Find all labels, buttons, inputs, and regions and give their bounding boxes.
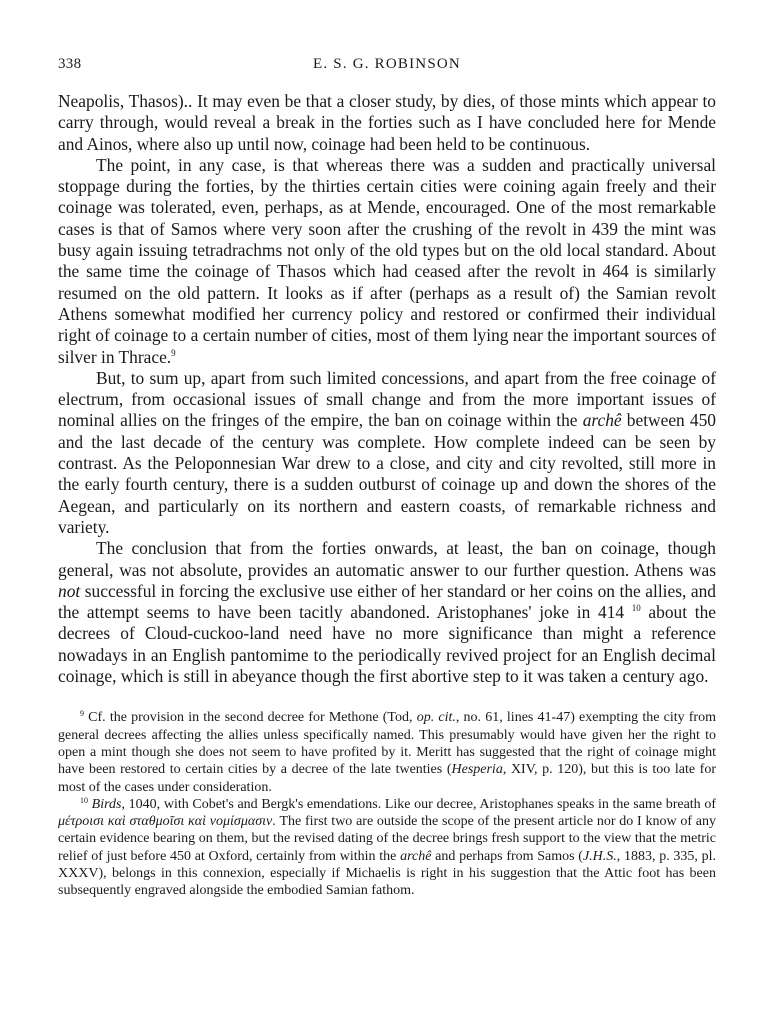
footnote-ref-9[interactable]: 9 [171,347,176,358]
paragraph-2: The point, in any case, is that whereas there was a sudden and practically universal stoppage during the forties, by the thirties certain cities were coining again freely and their coinage was tolerated, even, perhaps, as at Mende, encouraged. One of the most remarkable cases is that of Samos where very soon after the crushing of the revolt in 439 the mint was busy again issuing tetradrachms not only of the old types but on the old local standard. About the same time the coinage of Thasos which had ceased after the revolt in 464 is similarly resumed on the old pattern. It looks as if after (perhaps as a result of) the Samian revolt Athens somewhat modified her currency policy and restored or confirmed their individual right of coinage to a certain number of cities, most of them lying near the important sources of silver in Thrace.$^9$ [58,154,716,367]
footnote-10-number: 10 [80,795,88,805]
page [58,56,716,900]
footnote-10: $^{10}$ Birds, 1040, with Cobet's and Bergk's emendations. Like our decree, Aristophanes speaks in the same breath of μέτροισι καὶ σταθμοῖσι καὶ νομίσμασιν. The first two are outside the scope of the present article nor do I know of any certain evidence bearing on them, but the revised dating of the decree brings fresh support to the view that the metric relief of just before 450 at Oxford, certainly from within the archê and perhaps from Samos (J.H.S., 1883, p. 335, pl. XXXV), belongs in this connexion, especially if Michaelis is right in his suggestion that the Attic foot has been subsequently engraved alongside the embodied Samian fathom. [58,795,717,899]
page-header [58,56,716,82]
greek-phrase: μέτροισι καὶ σταθμοῖσι καὶ νομίσμασιν [58,814,273,830]
main-text [58,91,716,687]
footnote-ref-10[interactable]: 10 [631,603,641,614]
page-number: 338 [58,56,82,72]
footnote-9: $^9$ Cf. the provision in the second decree for Methone (Tod, op. cit., no. 61, lines 41-47) exempting the city from general decrees affecting the allies unless specifically named. This presumably would have given her the right to open a mint though she does not seem to have profited by it. Meritt has suggested that the right of coinage might have been restored to certain cities by a decree of the late twenties (Hesperia, XIV, p. 120), but this is too late for most of the cases under consideration. [58,709,716,795]
paragraph-1: Neapolis, Thasos).. It may even be that a closer study, by dies, of those mints which appear to carry through, would reveal a break in the forties such as I have concluded here for Mende and Ainos, where also up until now, coinage had been held to be continuous. [58,91,716,154]
footnotes [58,709,716,899]
footnote-9-number: 9 [80,709,84,719]
paragraph-3: But, to sum up, apart from such limited concessions, and apart from the free coinage of electrum, from occasional issues of small change and from the more important issues of nominal allies on the fringes of the empire, the ban on coinage within the archê between 450 and the last decade of the century was complete. How complete indeed can be seen by contrast. As the Peloponnesian War drew to a close, and city and city revolted, still more in the early fourth century, there is a sudden outburst of coinage up and down the shores of the Aegean, and particularly on its northern and eastern coasts, of remarkable richness and variety. [58,367,716,537]
running-head: E. S. G. ROBINSON [313,56,461,72]
paragraph-4: The conclusion that from the forties onwards, at least, the ban on coinage, though general, was not absolute, provides an automatic answer to our further question. Athens was not successful in forcing the exclusive use either of her standard or her coins on the allies, and the attempt seems to have been tacitly abandoned. Aristophanes' joke in 414 $^{10}$ about the decrees of Cloud-cuckoo-land need have no more significance than might a reference nowadays in an English pantomime to the periodically revived project for an English decimal coinage, which is still in abeyance though the first abortive step to it was taken a century ago. [58,538,716,687]
